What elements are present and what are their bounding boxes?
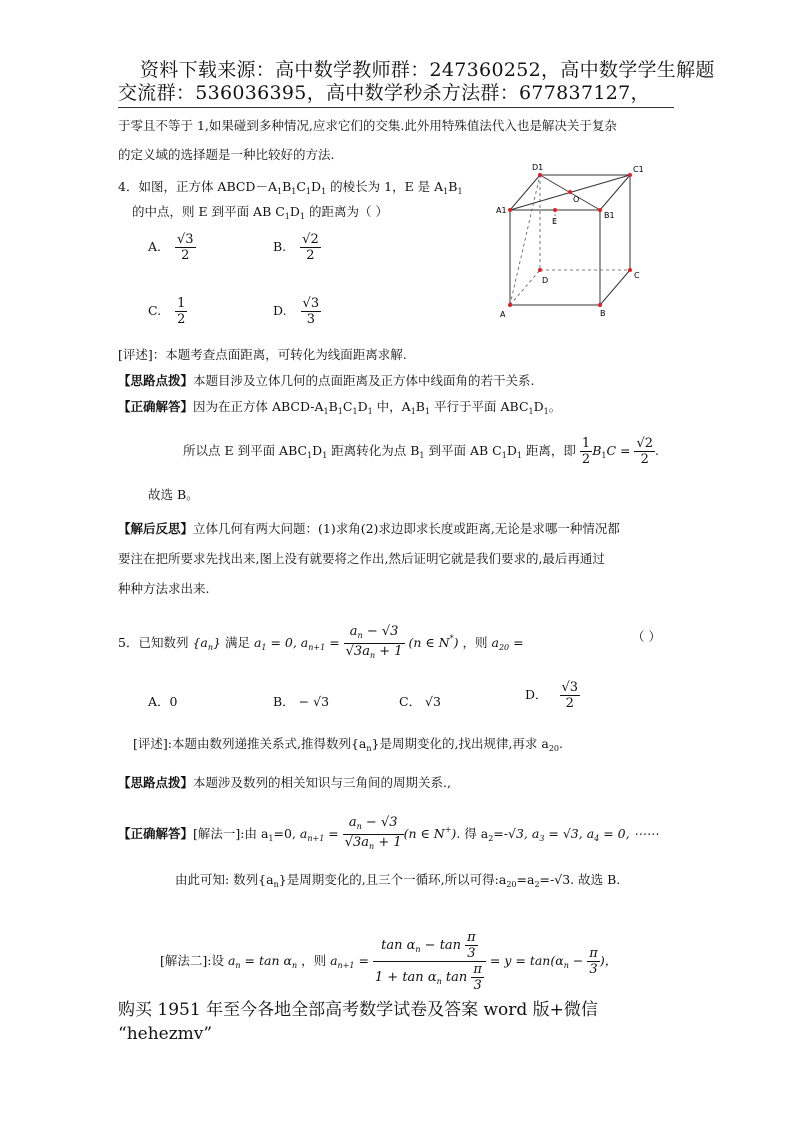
q4-hint: 【思路点拨】本题目涉及立体几何的点面距离及正方体中线面角的若干关系. <box>118 373 535 388</box>
q4-answer-line-2: 所以点 E 到平面 $ABC_1D_1$ 距离转化为点 $B_1$ 到平面 AB $C_1D_1$ 距离，即 $\frac{1}{2}$ $B_1C$ = $\frac{√2}{2}$ . <box>183 436 660 467</box>
q5-option-d: D． $\frac{√3}{2}$ <box>525 680 579 711</box>
fraction: $\frac{√3}{3}$ <box>302 296 320 327</box>
header-rule <box>118 107 674 108</box>
formula-domain-2: (n ∈ N+) <box>403 825 457 841</box>
fraction: $\frac{√3}{2}$ <box>561 680 579 711</box>
formula-tan-sub: $a_n = \tan \alpha_n$ <box>227 953 298 970</box>
fraction: $\frac{a_n - √3}{√3a_n + 1}$ <box>344 815 402 851</box>
intro-line-1: 于零且不等于 1,如果碰到多种情况,应求它们的交集.此外用特殊值法代入也是解决关于复杂 <box>118 118 617 133</box>
edge-bc <box>600 270 630 305</box>
formula-recurrence: $a_1 = 0$, $a_{n+1}$ = <box>253 635 344 652</box>
point-a <box>508 303 512 307</box>
point-o <box>568 190 572 194</box>
q4-reflect-line-3: 种种方法求出来. <box>118 581 210 596</box>
q5-stem: 5．已知数列 $\{a_n\}$ 满足 $a_1 = 0$, $a_{n+1}$ = $\frac{a_n - √3}{√3a_n + 1}$ (n ∈ N*) ，则 $a_{20}$ = <box>118 624 524 663</box>
cube-figure <box>490 160 650 322</box>
fraction: $\frac{√2}{2}$ <box>636 436 654 467</box>
label-b: B <box>600 309 606 318</box>
label-a1: A1 <box>496 206 507 215</box>
point-d1 <box>538 173 542 177</box>
point-d <box>538 268 542 272</box>
header-line-1: 资料下载来源：高中数学教师群：247360252，高中数学学生解题 <box>140 59 715 81</box>
formula-a20: $a_{20}$ = <box>491 635 524 652</box>
q4-option-a: A. $\frac{√3}{2}$ <box>148 232 194 263</box>
point-e <box>553 208 557 212</box>
edge-b1c1 <box>600 175 630 210</box>
fraction: $\tan \alpha_n - \tan$ $\frac{\pi}{3}$ $1 + \tan \alpha_n$ tan $\frac{\pi}{3}$ <box>373 930 486 993</box>
point-b <box>598 303 602 307</box>
q5-answer-line-1: 【正确解答】[解法一]:由 $a_1=0$, $a_{n+1}$ = $\frac{a_n - √3}{√3a_n + 1}$ (n ∈ N+). 得 $a_2=-√3$, $a_3 = √3$, $a_4 = 0$, ⋯⋯ <box>118 815 659 854</box>
fraction: $\frac{1}{2}$ <box>581 436 591 467</box>
fraction: $\frac{a_n - √3}{√3a_n + 1}$ <box>345 624 403 660</box>
point-c1 <box>628 173 632 177</box>
label-d1: D1 <box>532 163 544 172</box>
q4-reflect-line-1: 【解后反思】立体几何有两大问题：(1)求角(2)求边即求长度或距离,无论是求哪一种情况都 <box>118 521 620 536</box>
point-b1 <box>598 208 602 212</box>
q4-answer-line-1: 【正确解答】因为在正方体 ABCD-$A_1B_1C_1D_1$ 中，$A_1B_1$ 平行于平面 $ABC_1D_1$。 <box>118 399 562 416</box>
q5-method-2: [解法二]:设 $a_n = \tan \alpha_n$ ，则 $a_{n+1}$ = $\tan \alpha_n - \tan$ $\frac{\pi}{3}$ $1 + \tan \alpha_n$ tan $\frac{\pi}{3}$ = $y = \tan(\alpha_n$ − $\frac{\pi}{3}$ )， <box>160 930 618 993</box>
q5-option-b: B． − √3 <box>273 694 330 709</box>
q5-option-a: A．0 <box>148 694 178 709</box>
formula-tan-result: = $y = \tan(\alpha_n$ − $\frac{\pi}{3}$ )， <box>489 946 618 977</box>
q4-option-c: C. $\frac{1}{2}$ <box>148 296 186 327</box>
footer-line-1: 购买 1951 年至今各地全部高考数学试卷及答案 word 版+微信 <box>118 1000 598 1020</box>
diagonal-ad1 <box>510 175 540 305</box>
q4-comment: [评述]：本题考查点面距离，可转化为线面距离求解. <box>118 347 407 362</box>
label-a: A <box>500 310 506 319</box>
header-line-2: 交流群：536036395，高中数学秒杀方法群：677837127， <box>118 82 650 104</box>
formula-recurrence-2: $a_{n+1}$ = <box>299 826 343 843</box>
footer-line-2: “hehezmv” <box>118 1024 213 1044</box>
q4-answer-line-3: 故选 B。 <box>148 487 199 502</box>
label-c: C <box>634 271 640 280</box>
q4-reflect-line-2: 要注在把所要求先找出来,图上没有就要将之作出,然后证明它就是我们要求的,最后再通过 <box>118 551 605 566</box>
label-c1: C1 <box>633 165 644 174</box>
q4-option-d: D. $\frac{√3}{3}$ <box>273 296 320 327</box>
q5-option-c: C． √3 <box>399 694 441 709</box>
fraction: $\frac{1}{2}$ <box>177 296 186 327</box>
label-e: E <box>552 217 558 226</box>
formula-terms: √3, $a_3 = √3$, $a_4 = 0$, ⋯⋯ <box>507 826 659 843</box>
q4-option-b: B. $\frac{√2}{2}$ <box>273 232 319 263</box>
fraction: $\frac{√2}{2}$ <box>302 232 319 263</box>
edge-ad <box>510 270 540 305</box>
label-b1: B1 <box>604 211 615 220</box>
label-d: D <box>542 276 549 285</box>
formula-domain: (n ∈ N*) <box>408 634 459 650</box>
q5-answer-blank: （ ） <box>632 629 661 644</box>
edge-a1d1 <box>510 175 540 210</box>
formula-an1: $a_{n+1}$ = <box>330 953 373 970</box>
label-o: O <box>573 195 580 204</box>
point-a1 <box>508 208 512 212</box>
fraction: $\frac{√3}{2}$ <box>177 232 194 263</box>
q5-comment: [评述]:本题由数列递推关系式,推得数列$\{a_n\}$是周期变化的,找出规律,再求 $a_{20}$. <box>133 736 564 753</box>
q4-stem-line-1: 4．如图，正方体 $ABCD-A_1B_1C_1D_1$ 的棱长为 1，E 是 $A_1B_1$ <box>118 179 463 196</box>
q4-stem-line-2: 的中点，则 E 到平面 AB $C_1D_1$ 的距离为（ ） <box>132 204 388 221</box>
point-c <box>628 268 632 272</box>
q5-hint: 【思路点拨】本题涉及数列的相关知识与三角间的周期关系., <box>118 775 451 790</box>
intro-line-2: 的定义域的选择题是一种比较好的方法. <box>118 147 335 162</box>
formula-an-set: $\{a_n\}$ <box>192 635 221 652</box>
q5-answer-line-2: 由此可知: 数列$\{a_n\}$是周期变化的,且三个一循环,所以可得$:a_{20}=a_2=-√3$. 故选 B. <box>175 872 621 889</box>
